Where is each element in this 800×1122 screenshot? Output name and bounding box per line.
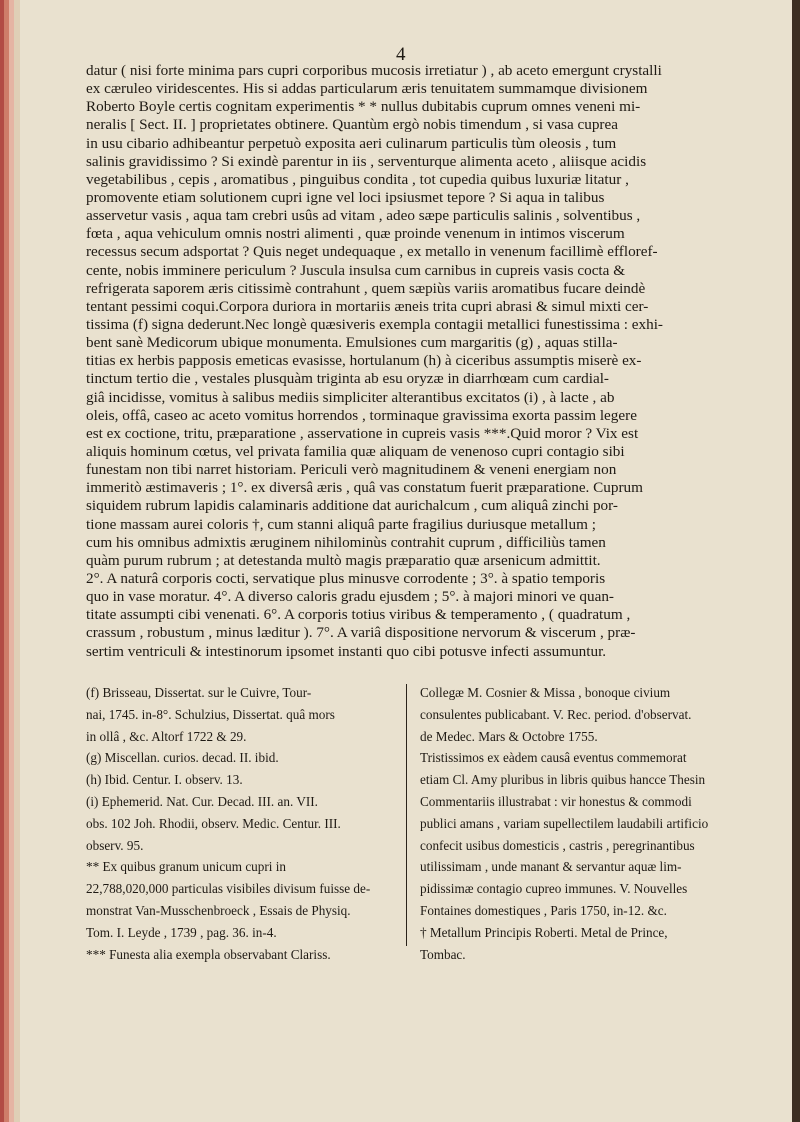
footnote-line: de Medec. Mars & Octobre 1755. bbox=[420, 728, 598, 744]
text-line: datur ( nisi forte minima pars cupri corporibus mucosis irretiatur ) , ab aceto emergunt crystalli bbox=[86, 62, 662, 79]
footnote-line: nai, 1745. in-8°. Schulzius, Dissertat. quâ mors bbox=[86, 706, 335, 722]
footnote-line: confecit usibus domesticis , castris , peregrinantibus bbox=[420, 837, 695, 853]
text-line: vegetabilibus , cepis , aromatibus , pinguibus condita , tot cupedia quibus luxuriæ litatur , bbox=[86, 170, 629, 188]
text-line: cum his omnibus admixtis æruginem nihilominùs contrahit cuprum , difficiliùs tamen bbox=[86, 533, 606, 551]
footnote-line: † Metallum Principis Roberti. Metal de Prince, bbox=[420, 924, 668, 940]
footnote-line: obs. 102 Joh. Rhodii, observ. Medic. Centur. III. bbox=[86, 815, 341, 831]
footnote-line: ** Ex quibus granum unicum cupri in bbox=[86, 859, 286, 875]
binding-spine bbox=[0, 0, 20, 1122]
text-line: fœta , aqua vehiculum omnis nostri alimenti , quæ proinde venenum in intimos viscerum bbox=[86, 225, 625, 243]
footnote-line: Tristissimos ex eàdem causâ eventus commemorat bbox=[420, 750, 687, 766]
text-line: funestam non tibi narret historiam. Periculi verò magnitudinem & veneni energiam non bbox=[86, 461, 617, 479]
page-number: 4 bbox=[396, 44, 406, 65]
page-edge-shadow bbox=[792, 0, 800, 1122]
text-line: cente, nobis imminere periculum ? Juscula insulsa cum carnibus in cupreis vasis cocta & bbox=[86, 261, 626, 279]
text-line: promovente etiam solutionem cupri igne vel loci ipsiusmet tepore ? Si aqua in talibus bbox=[86, 188, 605, 206]
text-line: tione massam aurei coloris †, cum stanni aliquâ parte fragilius duriusque metallum ; bbox=[86, 515, 596, 533]
text-line: tinctum tertio die , vestales plusquàm triginta ab esu oryzæ in diarrhœam cum cardial- bbox=[86, 370, 609, 388]
text-line: refrigerata saporem æris citissimè contrahunt , quem sæpiùs variis aromatibus fucare deindè bbox=[86, 279, 646, 297]
text-line: Roberto Boyle certis cognitam experimentis * * nullus dubitabis cuprum omnes veneni mi- bbox=[86, 98, 641, 116]
footnote-line: in ollâ , &c. Altorf 1722 & 29. bbox=[86, 728, 247, 744]
text-line: asservetur vasis , aqua tam crebri usûs ad vitam , adeo sæpe particulis salinis , solventibus , bbox=[86, 207, 641, 225]
footnote-line: Tombac. bbox=[420, 946, 466, 962]
text-line: titate assumpti cibi venenati. 6°. A corporis totius viribus & temperamento , ( quadratum , bbox=[86, 606, 631, 624]
footnotes-right-column bbox=[420, 682, 790, 965]
footnote-line: 22,788,020,000 particulas visibiles divisum fuisse de- bbox=[86, 881, 371, 897]
footnote-line: observ. 95. bbox=[86, 837, 144, 853]
footnote-line: (i) Ephemerid. Nat. Cur. Decad. III. an. VII. bbox=[86, 793, 318, 809]
text-line: in usu cibario adhibeantur perpetuò exposita aeri culinarum particulis tùm oleosis , tum bbox=[86, 134, 617, 152]
footnote-line: monstrat Van-Musschenbroeck , Essais de Physiq. bbox=[86, 902, 351, 918]
text-line: recessus secum adsportat ? Quis neget undequaque , ex metallo in venenum facillimè effloref- bbox=[86, 243, 658, 261]
text-line: tissima (f) signa dederunt.Nec longè quæsiveris exempla contagii metallici funestissima : exhi- bbox=[86, 315, 663, 333]
footnote-line: (h) Ibid. Centur. I. observ. 13. bbox=[86, 772, 243, 788]
text-line: siquidem rubrum lapidis calaminaris additione dat aurichalcum , cum aliquâ zinchi por- bbox=[86, 497, 618, 515]
footnotes-left-column bbox=[86, 682, 398, 965]
footnote-line: Collegæ M. Cosnier & Missa , bonoque civium bbox=[420, 685, 671, 700]
footnote-line: Commentariis illustrabat : vir honestus & commodi bbox=[420, 793, 692, 809]
footnote-line: Fontaines domestiques , Paris 1750, in-12. &c. bbox=[420, 902, 667, 918]
text-line: bent sanè Medicorum ubique monumenta. Emulsiones cum margaritis (g) , aquas stilla- bbox=[86, 334, 618, 352]
footnote-line: (f) Brisseau, Dissertat. sur le Cuivre, Tour- bbox=[86, 685, 312, 700]
footnote-line: utilissimam , unde manant & servantur aquæ lim- bbox=[420, 859, 682, 875]
footnote-line: pidissimæ contagio cupreo immunes. V. Nouvelles bbox=[420, 881, 688, 897]
text-line: quo in vase moratur. 4°. A diverso caloris gradu ejusdem ; 5°. à majori minori ve quan- bbox=[86, 588, 614, 606]
text-line: 2°. A naturâ corporis cocti, servatique plus minusve corrodente ; 3°. à spatio temporis bbox=[86, 569, 606, 587]
text-line: crassum , robustum , minus læditur ). 7°. A variâ dispositione nervorum & viscerum , præ- bbox=[86, 624, 636, 642]
footnote-line: (g) Miscellan. curios. decad. II. ibid. bbox=[86, 750, 279, 766]
footnote-line: consulentes publicabant. V. Rec. period. d'observat. bbox=[420, 706, 692, 722]
text-line: salinis gravidissimo ? Si exindè parentur in iis , serventurque alimenta aceto , aliisque acidis bbox=[86, 152, 647, 170]
text-line: est ex coctione, tritu, præparatione , asservatione in cupreis vasis ***.Quid moror ? Vix est bbox=[86, 424, 639, 442]
text-line: tentant pessimi coqui.Corpora duriora in mortariis æneis trita cupri abrasi & simul mixti cer- bbox=[86, 297, 649, 315]
footnote-line: etiam Cl. Amy pluribus in libris quibus hancce Thesin bbox=[420, 772, 706, 788]
text-line: oleis, offâ, caseo ac aceto vomitus horrendos , torminaque gravissima exorta passim legere bbox=[86, 406, 637, 424]
text-line: giâ incidisse, vomitus à salibus mediis simpliciter alterantibus excitatos (i) , à lacte , ab bbox=[86, 388, 615, 406]
text-line: immeritò æstimaveris ; 1°. ex diversâ æris , quâ vas constatum fuerit præparatione. Cuprum bbox=[86, 479, 643, 497]
footnote-line: publici amans , variam supellectilem laudabili artificio bbox=[420, 815, 709, 831]
column-divider bbox=[406, 684, 407, 946]
text-line: neralis [ Sect. II. ] proprietates obtinere. Quantùm ergò nobis timendum , si vasa cuprea bbox=[86, 116, 618, 134]
footnote-line: Tom. I. Leyde , 1739 , pag. 36. in-4. bbox=[86, 924, 277, 940]
text-line: ex cæruleo viridescentes. His si addas particularum æris tenuitatem summamque divisionem bbox=[86, 80, 648, 98]
text-line: sertim ventriculi & intestinorum ipsomet instanti quo cibi potusve infecti assumuntur. bbox=[86, 642, 607, 660]
main-text bbox=[86, 62, 790, 661]
text-line: titias ex herbis papposis emeticas evasisse, hortulanum (h) à ciceribus assumptis miserè ex- bbox=[86, 352, 642, 370]
footnote-line: *** Funesta alia exempla observabant Clariss. bbox=[86, 946, 331, 962]
text-line: quàm purum rubrum ; at detestanda multò magis præparatio quæ arsenicum admittit. bbox=[86, 551, 601, 569]
text-line: aliquis hominum cœtus, vel privata familia quæ aliquam de venenoso cupri contagio sibi bbox=[86, 442, 625, 460]
